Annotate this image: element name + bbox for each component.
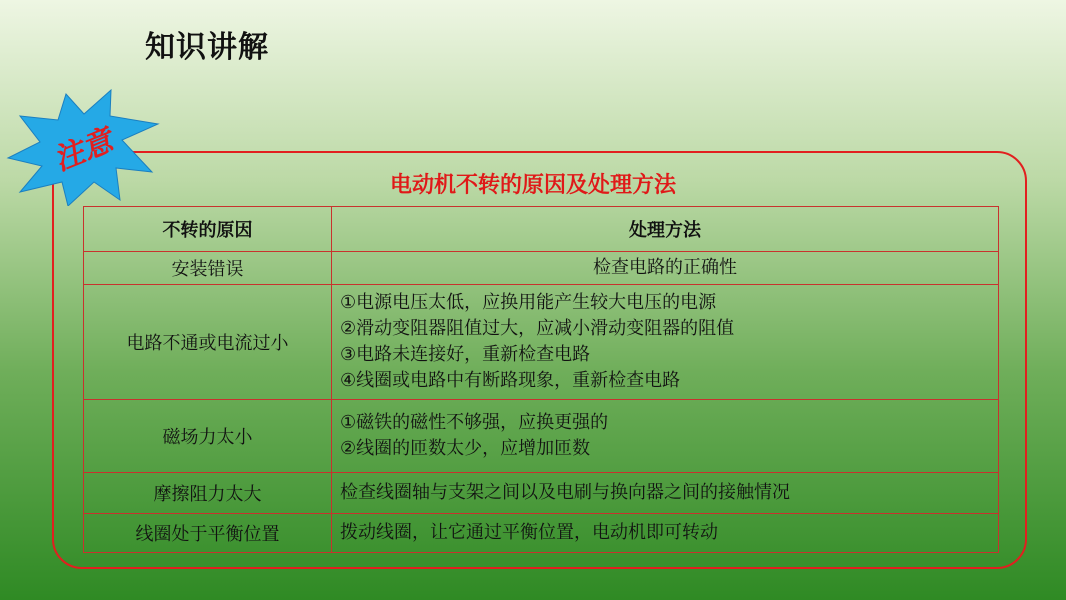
- table-row: [84, 473, 999, 514]
- method-cell: [332, 514, 999, 553]
- method-line: ③电路未连接好，重新检查电路: [340, 344, 591, 365]
- method-line: ④线圈或电路中有断路现象，重新检查电路: [340, 370, 681, 391]
- method-line: 检查电路的正确性: [593, 257, 737, 278]
- cause-cell: 安装错误: [84, 252, 332, 285]
- method-cell: [332, 400, 999, 473]
- method-cell: [332, 285, 999, 400]
- method-line: ①磁铁的磁性不够强，应换更强的: [340, 412, 609, 433]
- note-badge-text: 注意: [49, 123, 118, 179]
- cause-cell: 磁场力太小: [84, 400, 332, 473]
- header-method: 处理方法: [332, 207, 999, 252]
- cause-cell: 摩擦阻力太大: [84, 473, 332, 514]
- method-line: ②滑动变阻器阻值过大，应减小滑动变阻器的阻值: [340, 318, 735, 339]
- table-title: 电动机不转的原因及处理方法: [389, 173, 676, 198]
- method-cell: [332, 473, 999, 514]
- table-row: [84, 252, 999, 285]
- cause-cell: 线圈处于平衡位置: [84, 514, 332, 553]
- method-line: 拨动线圈，让它通过平衡位置，电动机即可转动: [340, 522, 718, 543]
- method-line: ①电源电压太低，应换用能产生较大电压的电源: [340, 292, 717, 313]
- method-cell: [332, 252, 999, 285]
- method-line: ②线圈的匝数太少，应增加匝数: [340, 438, 591, 459]
- cause-cell: 电路不通或电流过小: [84, 285, 332, 400]
- method-line: 检查线圈轴与支架之间以及电刷与换向器之间的接触情况: [340, 482, 790, 503]
- table-row: [84, 400, 999, 473]
- table-header-row: [84, 207, 999, 252]
- table-row: [84, 514, 999, 553]
- page-title: 知识讲解: [145, 30, 269, 65]
- table-row: [84, 285, 999, 400]
- header-cause: 不转的原因: [84, 207, 332, 252]
- causes-table: [83, 206, 999, 553]
